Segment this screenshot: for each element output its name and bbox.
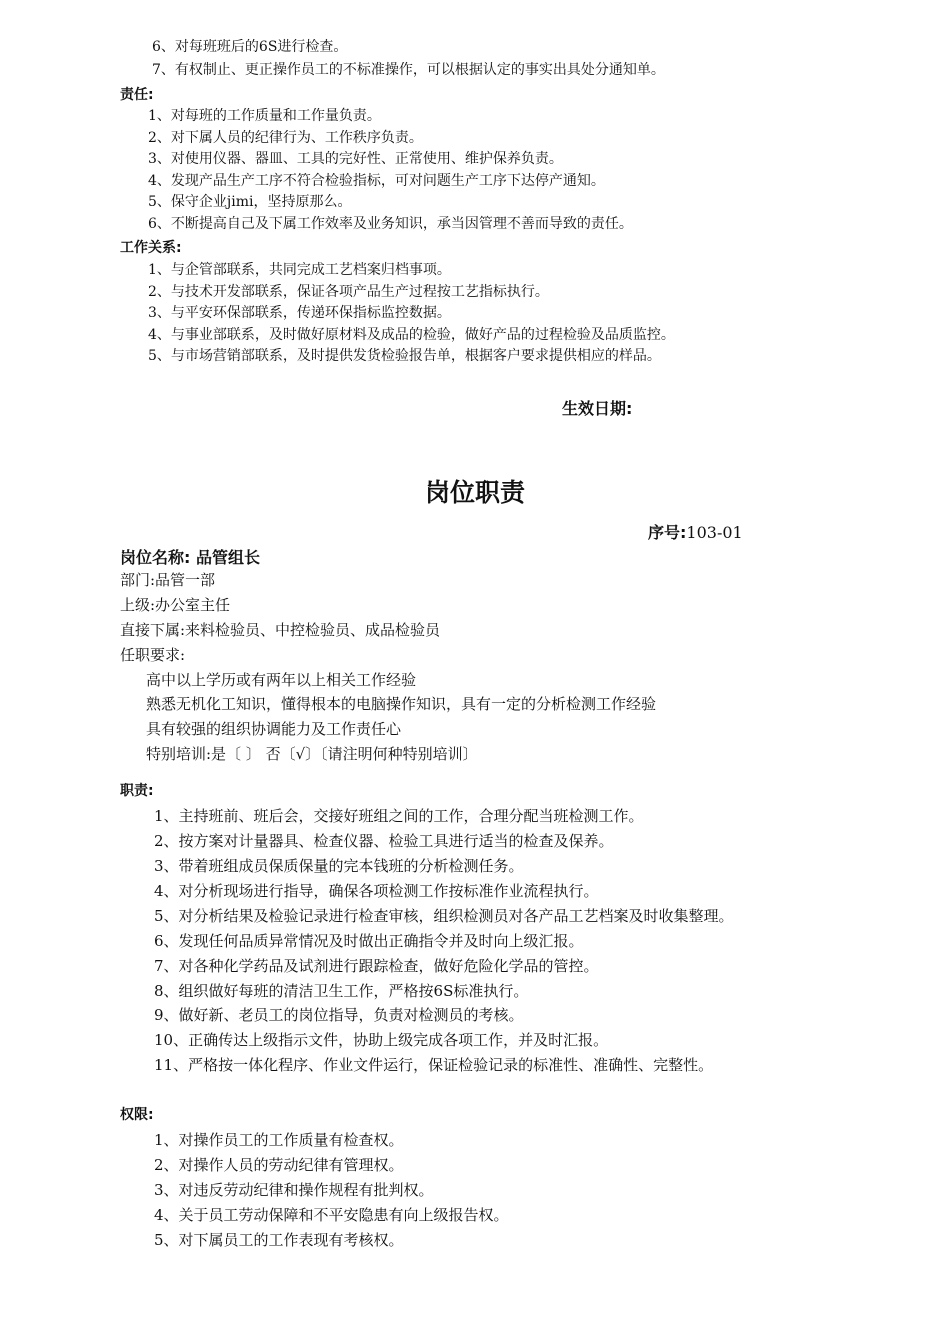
serial-number — [648, 520, 743, 543]
effective-date-label: 生效日期: — [562, 399, 633, 418]
list-item: 3、对违反劳动纪律和操作规程有批判权。 — [154, 1181, 434, 1199]
subordinates: 直接下属:来料检验员、中控检验员、成品检验员 — [120, 621, 441, 639]
position-name: 岗位名称: 品管组长 — [120, 548, 260, 567]
department: 部门:品管一部 — [120, 571, 216, 589]
list-item: 1、与企管部联系，共同完成工艺档案归档事项。 — [148, 262, 451, 278]
list-item: 4、发现产品生产工序不符合检验指标，可对问题生产工序下达停产通知。 — [148, 173, 605, 189]
list-item: 1、对操作员工的工作质量有检查权。 — [154, 1131, 404, 1149]
list-item: 4、关于员工劳动保障和不平安隐患有向上级报告权。 — [154, 1206, 509, 1224]
list-item: 1、主持班前、班后会，交接好班组之间的工作，合理分配当班检测工作。 — [154, 807, 644, 825]
list-item: 6、不断提高自己及下属工作效率及业务知识，承当因管理不善而导致的责任。 — [148, 216, 633, 232]
list-item: 3、对使用仪器、器皿、工具的完好性、正常使用、维护保养负责。 — [148, 151, 563, 167]
list-item: 2、对操作人员的劳动纪律有管理权。 — [154, 1156, 404, 1174]
list-item: 1、对每班的工作质量和工作量负责。 — [148, 108, 381, 124]
document-title: 岗位职责 — [424, 478, 525, 507]
list-item: 11、严格按一体化程序、作业文件运行，保证检验记录的标准性、准确性、完整性。 — [154, 1056, 714, 1074]
list-item: 4、对分析现场进行指导，确保各项检测工作按标准作业流程执行。 — [154, 882, 599, 900]
list-item: 4、与事业部联系，及时做好原材料及成品的检验，做好产品的过程检验及品质监控。 — [148, 327, 675, 343]
requirement-item: 特别培训:是〔 〕 否〔√〕〔请注明何种特别培训〕 — [146, 745, 478, 763]
list-item: 5、保守企业jimi，坚持原那么。 — [148, 194, 352, 210]
list-item: 8、组织做好每班的清洁卫生工作，严格按6S标准执行。 — [154, 982, 529, 1000]
list-item: 7、有权制止、更正操作员工的不标准操作，可以根据认定的事实出具处分通知单。 — [152, 62, 665, 78]
superior: 上级:办公室主任 — [120, 596, 231, 614]
list-item: 5、对分析结果及检验记录进行检查审核，组织检测员对各产品工艺档案及时收集整理。 — [154, 907, 734, 925]
list-item: 7、对各种化学药品及试剂进行跟踪检查，做好危险化学品的管控。 — [154, 957, 599, 975]
serial-value: 103-01 — [686, 523, 743, 542]
list-item: 6、发现任何品质异常情况及时做出正确指令并及时向上级汇报。 — [154, 932, 584, 950]
requirements-label: 任职要求: — [120, 646, 186, 664]
relations-heading: 工作关系: — [120, 240, 182, 256]
list-item: 3、与平安环保部联系，传递环保指标监控数据。 — [148, 305, 451, 321]
list-item: 9、做好新、老员工的岗位指导，负责对检测员的考核。 — [154, 1006, 524, 1024]
list-item: 2、对下属人员的纪律行为、工作秩序负责。 — [148, 130, 423, 146]
responsibility-heading: 责任: — [120, 87, 154, 103]
requirement-item: 熟悉无机化工知识，懂得根本的电脑操作知识，具有一定的分析检测工作经验 — [146, 695, 657, 713]
list-item: 2、与技术开发部联系，保证各项产品生产过程按工艺指标执行。 — [148, 284, 549, 300]
list-item: 10、正确传达上级指示文件，协助上级完成各项工作，并及时汇报。 — [154, 1031, 609, 1049]
list-item: 5、与市场营销部联系，及时提供发货检验报告单，根据客户要求提供相应的样品。 — [148, 348, 661, 364]
list-item: 3、带着班组成员保质保量的完本钱班的分析检测任务。 — [154, 857, 524, 875]
duties-heading: 职责: — [120, 783, 154, 799]
requirement-item: 具有较强的组织协调能力及工作责任心 — [146, 720, 402, 738]
serial-label: 序号: — [648, 523, 687, 542]
list-item: 5、对下属员工的工作表现有考核权。 — [154, 1231, 404, 1249]
requirement-item: 高中以上学历或有两年以上相关工作经验 — [146, 671, 417, 689]
authority-heading: 权限: — [120, 1107, 154, 1123]
list-item: 6、对每班班后的6S进行检查。 — [152, 39, 348, 55]
list-item: 2、按方案对计量器具、检查仪器、检验工具进行适当的检查及保养。 — [154, 832, 614, 850]
